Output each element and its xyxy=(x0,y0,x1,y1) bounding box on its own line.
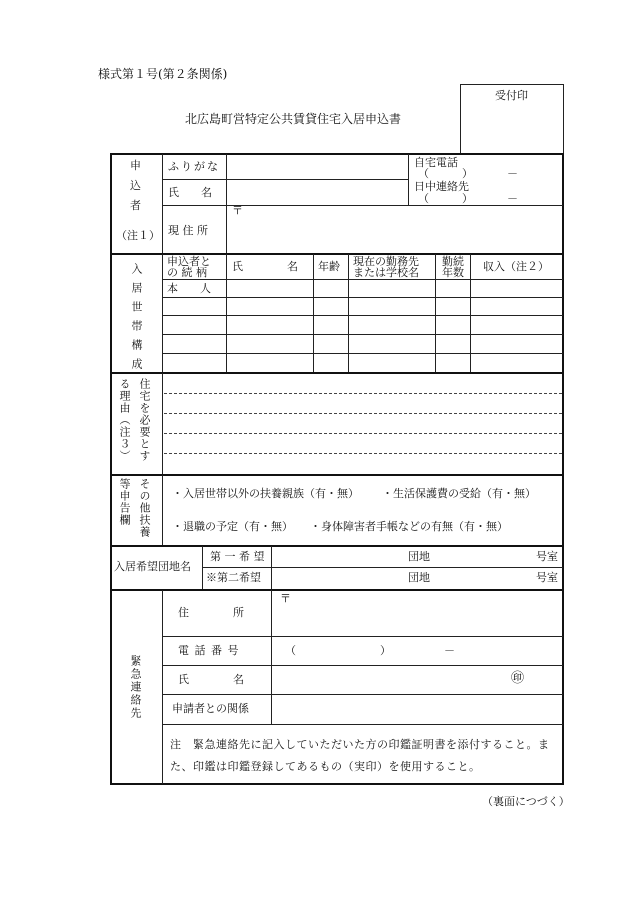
postal-mark: 〒 xyxy=(232,204,243,217)
emergency-postal-mark: 〒 xyxy=(280,592,291,605)
second-room-unit: 号室 xyxy=(536,571,558,584)
second-danchi-unit: 団地 xyxy=(408,571,430,584)
other-item-disability: ・身体障害者手帳などの有無（有・無） xyxy=(310,520,508,533)
col-years-2: 年数 xyxy=(442,266,464,279)
col-name: 氏 名 xyxy=(232,260,298,273)
second-choice-label: ※第二希望 xyxy=(206,571,261,584)
row-self-label: 本 人 xyxy=(167,282,211,295)
col-age: 年齢 xyxy=(318,260,340,273)
form-title: 北広島町営特定公共賃貸住宅入居申込書 xyxy=(185,112,402,126)
housing-label: 入居希望団地名 xyxy=(114,560,191,573)
first-room-unit: 号室 xyxy=(536,550,558,563)
emergency-phone-field[interactable] xyxy=(272,637,562,664)
day-contact-dash: － xyxy=(507,192,518,205)
emergency-note-2: た、印鑑は印鑑登録してあるもの（実印）を使用すること。 xyxy=(170,760,481,773)
col-years-1: 勤続 xyxy=(442,255,464,268)
reception-stamp-label: 受付印 xyxy=(495,89,528,102)
first-choice-label: 第 一 希 望 xyxy=(210,550,265,563)
seal-mark: ㊞ xyxy=(511,671,525,686)
emergency-phone-close: ） xyxy=(380,644,391,657)
first-danchi-unit: 団地 xyxy=(408,550,430,563)
reason-field[interactable] xyxy=(164,374,562,472)
continued-note: （裏面につづく） xyxy=(482,795,570,808)
address-field[interactable] xyxy=(227,206,563,252)
applicant-label-1: 申 xyxy=(130,159,141,172)
emergency-section-label: 緊急連絡先 xyxy=(129,655,142,720)
home-phone-label: 自宅電話 xyxy=(414,156,458,169)
emergency-phone-open: （ xyxy=(285,644,296,657)
emergency-address-field[interactable] xyxy=(272,591,562,635)
furigana-label: ふりがな xyxy=(168,160,220,173)
applicant-note: （注１） xyxy=(116,229,160,242)
other-item-retirement: ・退職の予定（有・無） xyxy=(172,520,293,533)
emergency-phone-label: 電 話 番 号 xyxy=(178,644,240,657)
col-work-1: 現在の勤務先 xyxy=(353,255,419,268)
other-item-welfare: ・生活保護費の受給（有・無） xyxy=(382,487,536,500)
emergency-name-field[interactable] xyxy=(272,666,502,693)
form-number: 様式第１号(第２条関係) xyxy=(98,67,228,81)
home-phone-paren: （ ） xyxy=(418,167,473,180)
household-section-label: 入居世帯構成 xyxy=(130,263,143,377)
reason-label-1: 住宅を必要とす xyxy=(138,378,151,462)
emergency-name-label: 氏 名 xyxy=(178,673,244,686)
emergency-relation-label: 申請者との関係 xyxy=(172,702,249,715)
applicant-label-2: 込 xyxy=(130,179,141,192)
col-income: 収入（注２） xyxy=(483,260,549,273)
col-relation-2: の 続 柄 xyxy=(167,266,207,279)
other-label-1: その他扶養 xyxy=(138,478,151,538)
furigana-field[interactable] xyxy=(227,155,407,178)
other-label-2: 等申告欄 xyxy=(118,478,131,526)
emergency-address-label: 住 所 xyxy=(178,606,244,619)
emergency-phone-dash: － xyxy=(444,644,455,657)
reason-label-2: る理由（注３） xyxy=(118,378,131,462)
applicant-label-3: 者 xyxy=(130,199,141,212)
emergency-note-1: 注 緊急連絡先に記入していただいた方の印鑑証明書を添付すること。ま xyxy=(170,738,550,751)
emergency-relation-field[interactable] xyxy=(272,695,562,723)
name-field[interactable] xyxy=(227,180,407,204)
day-contact-paren: （ ） xyxy=(418,192,473,205)
name-label: 氏 名 xyxy=(168,186,212,199)
other-item-dependents: ・入居世帯以外の扶養親族（有・無） xyxy=(172,487,359,500)
col-relation-1: 申込者と xyxy=(167,255,211,268)
col-work-2: または学校名 xyxy=(353,266,419,279)
day-contact-label: 日中連絡先 xyxy=(414,180,469,193)
address-label: 現 住 所 xyxy=(168,224,208,237)
home-phone-dash: － xyxy=(507,167,518,180)
